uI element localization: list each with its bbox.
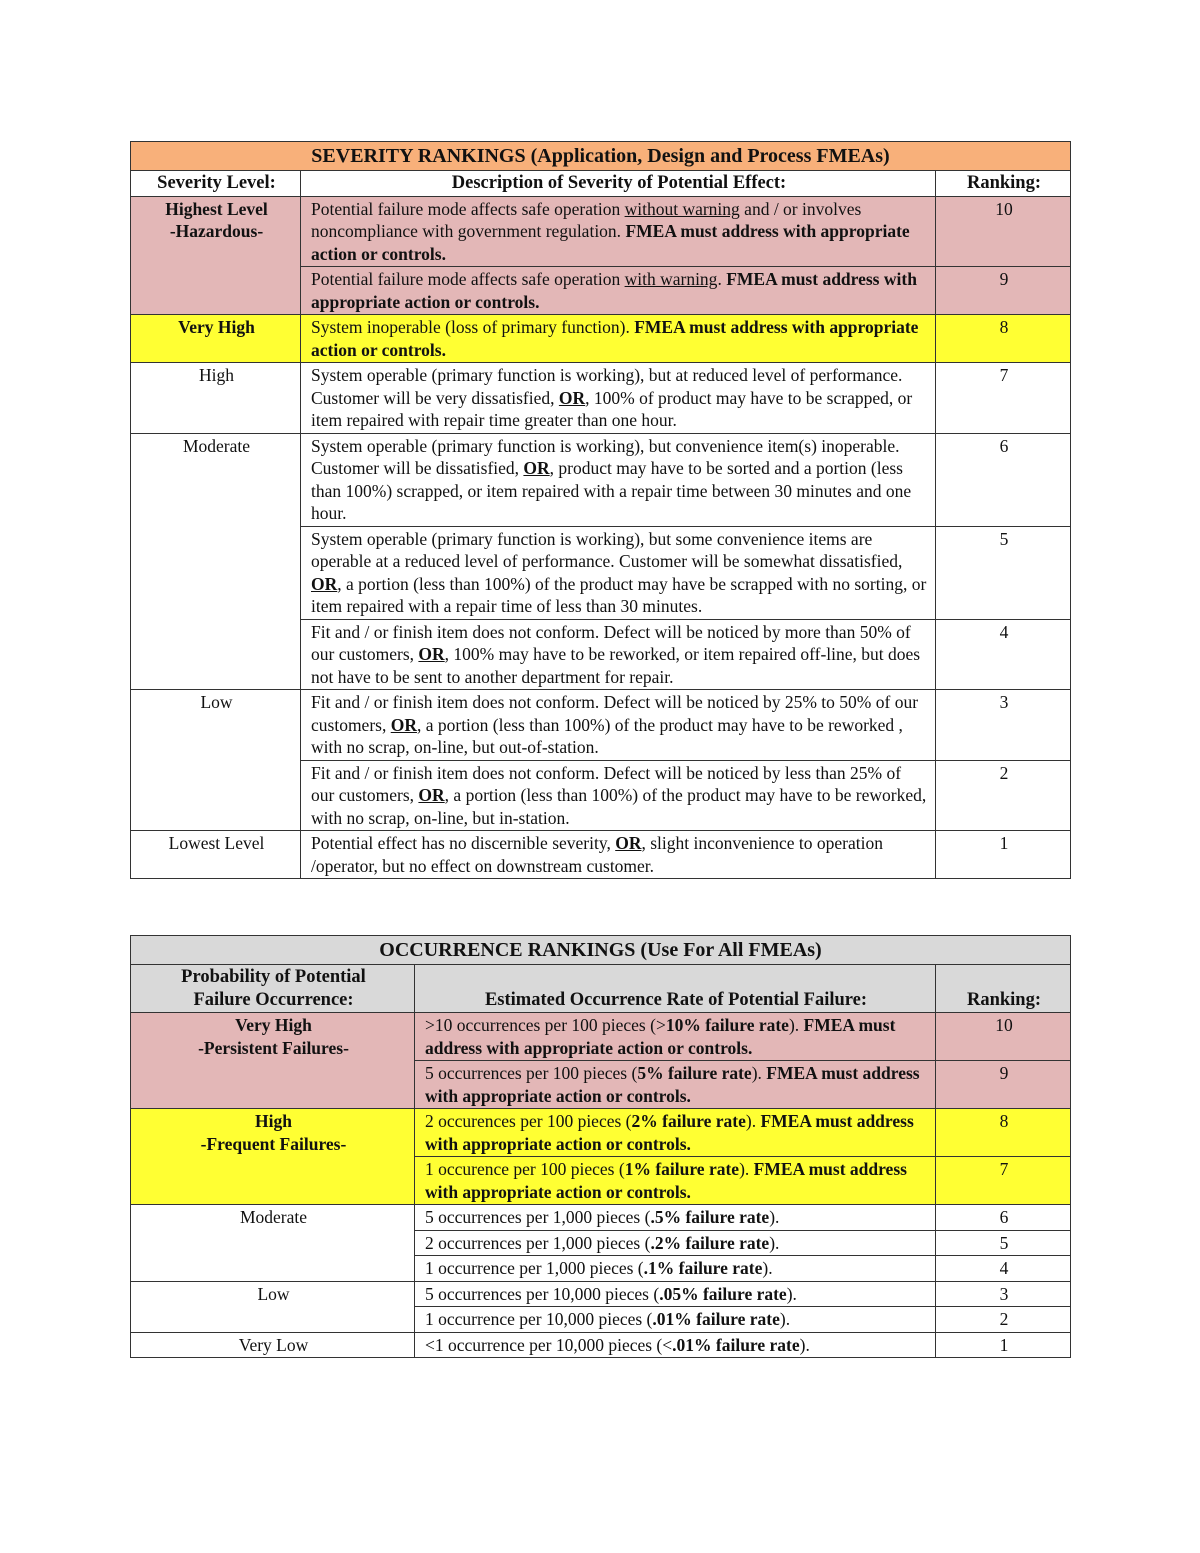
occurrence-level-label: High <box>255 1111 292 1131</box>
severity-description-cell <box>301 831 936 879</box>
occurrence-rate-cell <box>415 1256 936 1282</box>
description-text: System operable (primary function is working), but at reduced level of performance. Customer will be very dissatisfied, <box>311 365 903 408</box>
description-emphasis: with warning <box>624 269 718 289</box>
severity-description-header: Description of Severity of Potential Effect: <box>301 171 936 197</box>
occurrence-ranking-cell: 4 <box>936 1256 1071 1282</box>
description-text: , product may have to be sorted and a portion (less than 100%) scrapped, or item repaired with a repair time between 30 minutes and one hour. <box>311 458 912 523</box>
description-text: System operable (primary function is working), but convenience item(s) inoperable. Customer will be dissatisfied, <box>311 435 900 478</box>
rate-text: <1 occurrence per 10,000 pieces (< <box>425 1334 673 1355</box>
failure-rate: .2% failure rate <box>650 1232 770 1253</box>
occurrence-rate-cell <box>415 1281 936 1307</box>
description-text: Fit and / or finish item does not conform. Defect will be noticed by more than 50% of our customers, <box>311 621 911 664</box>
severity-level-sublabel: -Hazardous- <box>169 221 264 241</box>
rate-text: ). <box>769 1232 780 1253</box>
rate-text: 2 occurences per 100 pieces ( <box>425 1111 632 1131</box>
severity-level-label: Highest Level <box>165 198 268 219</box>
occurrence-level-cell: Low <box>131 1281 415 1332</box>
description-text: Fit and / or finish item does not conform. Defect will be noticed by 25% to 50% of our customers, <box>311 692 919 735</box>
table-row <box>131 1281 1071 1307</box>
severity-ranking-cell: 6 <box>936 433 1071 526</box>
severity-description-cell <box>301 690 936 761</box>
description-emphasis: OR <box>311 573 338 594</box>
rate-text: ). <box>779 1309 791 1329</box>
severity-description-cell <box>301 619 936 690</box>
severity-ranking-cell: 7 <box>936 363 1071 434</box>
description-directive: FMEA must address with appropriate action or controls. <box>311 221 910 264</box>
severity-ranking-header: Ranking: <box>936 171 1071 197</box>
severity-description-cell <box>301 267 936 315</box>
rate-text: ). <box>739 1159 754 1179</box>
severity-table-title: SEVERITY RANKINGS (Application, Design and Process FMEAs) <box>131 142 1071 171</box>
occurrence-ranking-cell: 3 <box>936 1281 1071 1307</box>
rate-directive: FMEA must address with appropriate action or controls. <box>425 1063 920 1106</box>
probability-header-line: Failure Occurrence: <box>193 989 354 1010</box>
occurrence-rate-cell <box>415 1013 936 1061</box>
severity-ranking-cell: 1 <box>936 831 1071 879</box>
rate-text: ). <box>786 1283 797 1304</box>
rate-text: ). <box>788 1015 804 1035</box>
severity-level-cell: Very High <box>131 315 301 363</box>
description-emphasis: OR <box>418 644 445 664</box>
table-row <box>131 196 1071 267</box>
severity-ranking-cell: 8 <box>936 315 1071 363</box>
severity-description-cell <box>301 760 936 831</box>
description-text: System operable (primary function is working), but some convenience items are operable at a reduced level of performance. Customer will be somewhat dissatisfied, <box>311 528 903 571</box>
occurrence-level-sublabel: -Persistent Failures- <box>198 1037 349 1058</box>
failure-rate: .1% failure rate <box>643 1258 763 1278</box>
severity-ranking-cell: 5 <box>936 526 1071 619</box>
description-text: , a portion (less than 100%) of the product may have to be reworked , with no scrap, on-line, but out-of-station. <box>311 714 903 757</box>
description-text: Potential effect has no discernible severity, <box>311 833 616 853</box>
failure-rate: .05% failure rate <box>659 1283 787 1304</box>
severity-description-cell <box>301 433 936 526</box>
table-row <box>131 433 1071 526</box>
description-text: , a portion (less than 100%) of the product may have to be reworked, with no scrap, on-line, but in-station. <box>311 785 927 828</box>
failure-rate: .01% failure rate <box>672 1334 800 1355</box>
description-text: Potential failure mode affects safe operation <box>311 198 625 219</box>
occurrence-ranking-header: Ranking: <box>936 965 1071 1013</box>
occurrence-ranking-cell: 7 <box>936 1157 1071 1205</box>
rate-text: ). <box>769 1207 780 1227</box>
description-text: , 100% may have to be reworked, or item repaired off-line, but does not have to be sent to another department for repair. <box>311 644 921 687</box>
description-text: System inoperable (loss of primary function). <box>311 317 635 337</box>
rate-text: 2 occurrences per 1,000 pieces ( <box>425 1232 651 1253</box>
severity-level-cell <box>131 196 301 315</box>
description-text: , slight inconvenience to operation /operator, but no effect on downstream customer. <box>311 833 883 876</box>
description-text: Potential failure mode affects safe operation <box>311 269 625 289</box>
severity-description-cell <box>301 526 936 619</box>
severity-ranking-cell: 4 <box>936 619 1071 690</box>
occurrence-rate-header: Estimated Occurrence Rate of Potential Failure: <box>415 965 936 1013</box>
occurrence-rate-cell <box>415 1157 936 1205</box>
table-row <box>131 690 1071 761</box>
rate-text: ). <box>762 1258 773 1278</box>
severity-ranking-cell: 10 <box>936 196 1071 267</box>
table-row <box>131 1332 1071 1358</box>
table-row <box>131 363 1071 434</box>
severity-ranking-cell: 3 <box>936 690 1071 761</box>
rate-text: >10 occurrences per 100 pieces (> <box>425 1015 666 1035</box>
rate-text: 5 occurrences per 10,000 pieces ( <box>425 1283 660 1304</box>
occurrence-rate-cell <box>415 1307 936 1333</box>
rate-text: ). <box>751 1063 767 1083</box>
occurrence-probability-header <box>131 965 415 1013</box>
table-row <box>131 1013 1071 1061</box>
rate-directive: FMEA must address with appropriate action or controls. <box>425 1015 896 1058</box>
severity-level-cell: Lowest Level <box>131 831 301 879</box>
rate-text: 1 occurence per 100 pieces ( <box>425 1159 625 1179</box>
failure-rate: 10% failure rate <box>665 1015 789 1035</box>
severity-rankings-table <box>130 141 1071 879</box>
occurrence-rate-cell <box>415 1061 936 1109</box>
occurrence-rate-cell <box>415 1109 936 1157</box>
description-text: , a portion (less than 100%) of the product may have be scrapped with no sorting, or item repaired with a repair time of less than 30 minutes. <box>311 573 927 616</box>
description-directive: FMEA must address with appropriate action or controls. <box>311 269 917 312</box>
severity-level-header: Severity Level: <box>131 171 301 197</box>
occurrence-ranking-cell: 1 <box>936 1332 1071 1358</box>
occurrence-level-cell: Moderate <box>131 1205 415 1282</box>
table-row <box>131 1109 1071 1157</box>
rate-directive: FMEA must address with appropriate action or controls. <box>425 1111 914 1154</box>
description-emphasis: OR <box>615 833 642 853</box>
table-row <box>131 831 1071 879</box>
description-directive: FMEA must address with appropriate action or controls. <box>311 317 919 360</box>
description-emphasis: OR <box>390 714 417 735</box>
occurrence-rate-cell <box>415 1230 936 1256</box>
table-row <box>131 315 1071 363</box>
severity-level-cell: Low <box>131 690 301 831</box>
failure-rate: .5% failure rate <box>650 1207 770 1227</box>
severity-ranking-cell: 9 <box>936 267 1071 315</box>
rate-text: ). <box>799 1334 810 1355</box>
occurrence-level-cell: Very Low <box>131 1332 415 1358</box>
description-emphasis: without warning <box>624 198 740 219</box>
table-row <box>131 1205 1071 1231</box>
description-emphasis: OR <box>418 785 445 805</box>
failure-rate: 2% failure rate <box>631 1111 746 1131</box>
occurrence-rate-cell <box>415 1205 936 1231</box>
occurrence-rankings-table <box>130 935 1071 1358</box>
description-text: Fit and / or finish item does not conform. Defect will be noticed by less than 25% of our customers, <box>311 762 902 805</box>
rate-text: 1 occurrence per 1,000 pieces ( <box>425 1258 644 1278</box>
description-emphasis: OR <box>523 458 550 478</box>
severity-description-cell <box>301 196 936 267</box>
description-emphasis: OR <box>558 387 586 408</box>
occurrence-ranking-cell: 5 <box>936 1230 1071 1256</box>
occurrence-level-cell <box>131 1109 415 1205</box>
rate-directive: FMEA must address with appropriate action or controls. <box>425 1159 907 1202</box>
occurrence-ranking-cell: 10 <box>936 1013 1071 1061</box>
occurrence-ranking-cell: 6 <box>936 1205 1071 1231</box>
occurrence-table-title: OCCURRENCE RANKINGS (Use For All FMEAs) <box>131 936 1071 965</box>
description-text: and / or involves noncompliance with government regulation. <box>311 198 862 241</box>
rate-text: 5 occurrences per 1,000 pieces ( <box>425 1207 651 1227</box>
occurrence-ranking-cell: 9 <box>936 1061 1071 1109</box>
occurrence-ranking-cell: 8 <box>936 1109 1071 1157</box>
occurrence-level-sublabel: -Frequent Failures- <box>200 1133 347 1154</box>
description-text: . <box>717 269 727 289</box>
occurrence-ranking-cell: 2 <box>936 1307 1071 1333</box>
failure-rate: 1% failure rate <box>624 1159 740 1179</box>
severity-description-cell <box>301 315 936 363</box>
failure-rate: .01% failure rate <box>652 1309 780 1329</box>
occurrence-rate-cell <box>415 1332 936 1358</box>
rate-text: 1 occurrence per 10,000 pieces ( <box>425 1309 653 1329</box>
rate-text: 5 occurrences per 100 pieces ( <box>425 1063 638 1083</box>
severity-level-cell: Moderate <box>131 433 301 690</box>
probability-header-line: Probability of Potential <box>181 967 366 987</box>
severity-level-cell: High <box>131 363 301 434</box>
occurrence-level-label: Very High <box>235 1015 312 1035</box>
severity-ranking-cell: 2 <box>936 760 1071 831</box>
occurrence-level-cell <box>131 1013 415 1109</box>
failure-rate: 5% failure rate <box>637 1063 752 1083</box>
rate-text: ). <box>745 1111 761 1131</box>
description-text: , 100% of product may have to be scrapped, or item repaired with repair time greater than one hour. <box>311 387 913 430</box>
severity-description-cell <box>301 363 936 434</box>
